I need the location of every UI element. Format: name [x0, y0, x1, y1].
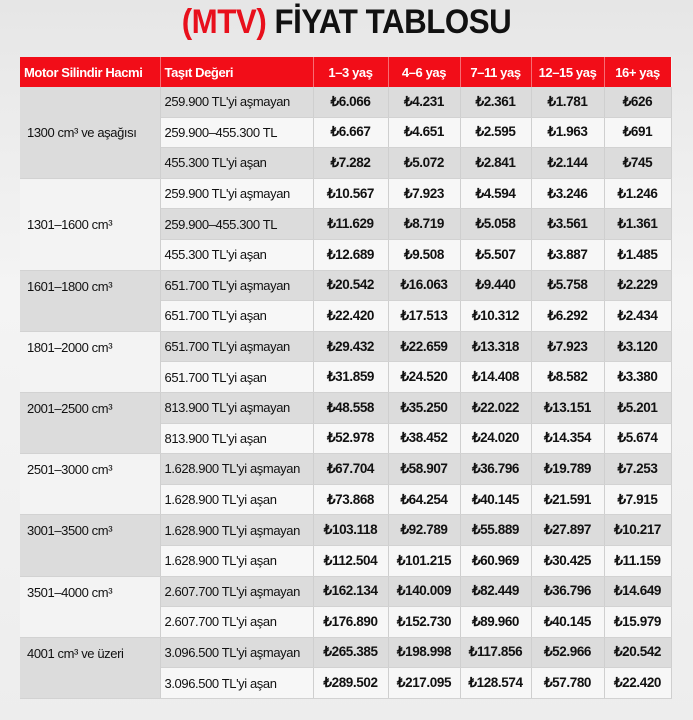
vehicle-value-cell: 651.700 TL'yi aşan: [160, 362, 313, 393]
tax-amount-cell: ₺13.151: [531, 392, 604, 423]
tax-amount-cell: ₺20.542: [604, 637, 671, 668]
tax-amount-cell: ₺2.144: [531, 148, 604, 179]
tax-amount-cell: ₺5.507: [460, 239, 531, 270]
title-main: FİYAT TABLOSU: [274, 3, 512, 41]
tax-amount-cell: ₺57.780: [531, 668, 604, 699]
table-row: [20, 178, 671, 209]
tax-amount-cell: ₺14.408: [460, 362, 531, 393]
title-mtv: (MTV): [181, 3, 267, 41]
tax-amount-cell: ₺27.897: [531, 515, 604, 546]
tax-amount-cell: ₺30.425: [531, 545, 604, 576]
tax-amount-cell: ₺1.485: [604, 239, 671, 270]
tax-amount-cell: ₺217.095: [388, 668, 460, 699]
tax-amount-cell: ₺3.887: [531, 239, 604, 270]
tax-amount-cell: ₺128.574: [460, 668, 531, 699]
tax-amount-cell: ₺5.201: [604, 392, 671, 423]
tax-amount-cell: ₺55.889: [460, 515, 531, 546]
tax-amount-cell: ₺13.318: [460, 331, 531, 362]
tax-amount-cell: ₺12.689: [313, 239, 388, 270]
tax-amount-cell: ₺1.963: [531, 117, 604, 148]
tax-amount-cell: ₺3.246: [531, 178, 604, 209]
tax-amount-cell: ₺36.796: [531, 576, 604, 607]
tax-amount-cell: ₺5.758: [531, 270, 604, 301]
vehicle-value-cell: 259.900 TL'yi aşmayan: [160, 178, 313, 209]
tax-amount-cell: ₺5.058: [460, 209, 531, 240]
vehicle-value-cell: 3.096.500 TL'yi aşmayan: [160, 637, 313, 668]
tax-amount-cell: ₺22.420: [313, 301, 388, 332]
tax-amount-cell: ₺152.730: [388, 607, 460, 638]
tax-amount-cell: ₺82.449: [460, 576, 531, 607]
tax-amount-cell: ₺162.134: [313, 576, 388, 607]
tax-amount-cell: ₺7.923: [531, 331, 604, 362]
header-vehicle-value: Taşıt Değeri: [160, 57, 313, 87]
tax-amount-cell: ₺140.009: [388, 576, 460, 607]
table-row: [20, 515, 671, 546]
tax-amount-cell: ₺3.561: [531, 209, 604, 240]
tax-amount-cell: ₺6.292: [531, 301, 604, 332]
tax-amount-cell: ₺5.072: [388, 148, 460, 179]
tax-amount-cell: ₺1.361: [604, 209, 671, 240]
tax-amount-cell: ₺5.674: [604, 423, 671, 454]
engine-volume-cell: 2001–2500 cm³: [20, 392, 160, 453]
table-row: [20, 392, 671, 423]
tax-amount-cell: ₺9.508: [388, 239, 460, 270]
tax-amount-cell: ₺6.667: [313, 117, 388, 148]
tax-amount-cell: ₺745: [604, 148, 671, 179]
tax-amount-cell: ₺9.440: [460, 270, 531, 301]
tax-amount-cell: ₺4.594: [460, 178, 531, 209]
tax-amount-cell: ₺626: [604, 87, 671, 117]
tax-amount-cell: ₺92.789: [388, 515, 460, 546]
tax-amount-cell: ₺2.595: [460, 117, 531, 148]
header-age-16-plus: 16+ yaş: [604, 57, 671, 87]
tax-amount-cell: ₺2.434: [604, 301, 671, 332]
header-age-1-3: 1–3 yaş: [313, 57, 388, 87]
tax-amount-cell: ₺52.966: [531, 637, 604, 668]
tax-amount-cell: ₺11.159: [604, 545, 671, 576]
engine-volume-cell: 2501–3000 cm³: [20, 454, 160, 515]
tax-amount-cell: ₺15.979: [604, 607, 671, 638]
tax-amount-cell: ₺198.998: [388, 637, 460, 668]
tax-amount-cell: ₺176.890: [313, 607, 388, 638]
tax-amount-cell: ₺3.380: [604, 362, 671, 393]
vehicle-value-cell: 651.700 TL'yi aşmayan: [160, 331, 313, 362]
tax-amount-cell: ₺22.420: [604, 668, 671, 699]
tax-amount-cell: ₺48.558: [313, 392, 388, 423]
tax-amount-cell: ₺14.354: [531, 423, 604, 454]
tax-amount-cell: ₺6.066: [313, 87, 388, 117]
tax-amount-cell: ₺10.217: [604, 515, 671, 546]
tax-amount-cell: ₺10.312: [460, 301, 531, 332]
tax-amount-cell: ₺24.020: [460, 423, 531, 454]
tax-amount-cell: ₺21.591: [531, 484, 604, 515]
tax-amount-cell: ₺8.719: [388, 209, 460, 240]
tax-amount-cell: ₺4.231: [388, 87, 460, 117]
engine-volume-cell: 1300 cm³ ve aşağısı: [20, 87, 160, 178]
tax-amount-cell: ₺89.960: [460, 607, 531, 638]
vehicle-value-cell: 1.628.900 TL'yi aşan: [160, 484, 313, 515]
engine-volume-cell: 1301–1600 cm³: [20, 178, 160, 270]
vehicle-value-cell: 3.096.500 TL'yi aşan: [160, 668, 313, 699]
tax-amount-cell: ₺29.432: [313, 331, 388, 362]
vehicle-value-cell: 455.300 TL'yi aşan: [160, 239, 313, 270]
tax-amount-cell: ₺58.907: [388, 454, 460, 485]
engine-volume-cell: 3501–4000 cm³: [20, 576, 160, 637]
tax-amount-cell: ₺1.781: [531, 87, 604, 117]
tax-amount-cell: ₺60.969: [460, 545, 531, 576]
engine-volume-cell: 1801–2000 cm³: [20, 331, 160, 392]
vehicle-value-cell: 1.628.900 TL'yi aşmayan: [160, 454, 313, 485]
tax-amount-cell: ₺2.841: [460, 148, 531, 179]
tax-amount-cell: ₺40.145: [460, 484, 531, 515]
tax-amount-cell: ₺7.253: [604, 454, 671, 485]
tax-amount-cell: ₺36.796: [460, 454, 531, 485]
vehicle-value-cell: 2.607.700 TL'yi aşan: [160, 607, 313, 638]
tax-amount-cell: ₺4.651: [388, 117, 460, 148]
vehicle-value-cell: 651.700 TL'yi aşmayan: [160, 270, 313, 301]
tax-amount-cell: ₺31.859: [313, 362, 388, 393]
vehicle-value-cell: 455.300 TL'yi aşan: [160, 148, 313, 179]
table-row: [20, 87, 671, 117]
vehicle-value-cell: 259.900–455.300 TL: [160, 209, 313, 240]
header-age-12-15: 12–15 yaş: [531, 57, 604, 87]
tax-amount-cell: ₺24.520: [388, 362, 460, 393]
tax-amount-cell: ₺7.282: [313, 148, 388, 179]
tax-amount-cell: ₺22.022: [460, 392, 531, 423]
engine-volume-cell: 4001 cm³ ve üzeri: [20, 637, 160, 698]
tax-amount-cell: ₺691: [604, 117, 671, 148]
tax-amount-cell: ₺289.502: [313, 668, 388, 699]
vehicle-value-cell: 813.900 TL'yi aşmayan: [160, 392, 313, 423]
vehicle-value-cell: 1.628.900 TL'yi aşan: [160, 545, 313, 576]
tax-amount-cell: ₺101.215: [388, 545, 460, 576]
tax-amount-cell: ₺3.120: [604, 331, 671, 362]
tax-amount-cell: ₺1.246: [604, 178, 671, 209]
tax-amount-cell: ₺16.063: [388, 270, 460, 301]
table-row: [20, 331, 671, 362]
tax-amount-cell: ₺2.361: [460, 87, 531, 117]
tax-amount-cell: ₺8.582: [531, 362, 604, 393]
vehicle-value-cell: 813.900 TL'yi aşan: [160, 423, 313, 454]
tax-amount-cell: ₺14.649: [604, 576, 671, 607]
vehicle-value-cell: 1.628.900 TL'yi aşmayan: [160, 515, 313, 546]
tax-amount-cell: ₺2.229: [604, 270, 671, 301]
vehicle-value-cell: 259.900 TL'yi aşmayan: [160, 87, 313, 117]
tax-amount-cell: ₺112.504: [313, 545, 388, 576]
page-title: [28, 2, 666, 42]
tax-amount-cell: ₺20.542: [313, 270, 388, 301]
tax-amount-cell: ₺67.704: [313, 454, 388, 485]
header-age-4-6: 4–6 yaş: [388, 57, 460, 87]
tax-amount-cell: ₺265.385: [313, 637, 388, 668]
engine-volume-cell: 1601–1800 cm³: [20, 270, 160, 331]
tax-amount-cell: ₺35.250: [388, 392, 460, 423]
vehicle-value-cell: 259.900–455.300 TL: [160, 117, 313, 148]
tax-amount-cell: ₺10.567: [313, 178, 388, 209]
tax-amount-cell: ₺19.789: [531, 454, 604, 485]
tax-amount-cell: ₺7.923: [388, 178, 460, 209]
tax-amount-cell: ₺73.868: [313, 484, 388, 515]
header-age-7-11: 7–11 yaş: [460, 57, 531, 87]
table-row: [20, 576, 671, 607]
tax-amount-cell: ₺40.145: [531, 607, 604, 638]
tax-amount-cell: ₺17.513: [388, 301, 460, 332]
vehicle-value-cell: 2.607.700 TL'yi aşmayan: [160, 576, 313, 607]
tax-amount-cell: ₺7.915: [604, 484, 671, 515]
vehicle-value-cell: 651.700 TL'yi aşan: [160, 301, 313, 332]
table-row: [20, 637, 671, 668]
table-header-row: [20, 57, 671, 87]
tax-amount-cell: ₺11.629: [313, 209, 388, 240]
engine-volume-cell: 3001–3500 cm³: [20, 515, 160, 576]
tax-amount-cell: ₺64.254: [388, 484, 460, 515]
tax-amount-cell: ₺52.978: [313, 423, 388, 454]
table-row: [20, 270, 671, 301]
tax-amount-cell: ₺22.659: [388, 331, 460, 362]
header-engine-volume: Motor Silindir Hacmi: [20, 57, 160, 87]
tax-amount-cell: ₺103.118: [313, 515, 388, 546]
tax-amount-cell: ₺38.452: [388, 423, 460, 454]
table-row: [20, 454, 671, 485]
mtv-price-table: [20, 57, 672, 699]
tax-amount-cell: ₺117.856: [460, 637, 531, 668]
